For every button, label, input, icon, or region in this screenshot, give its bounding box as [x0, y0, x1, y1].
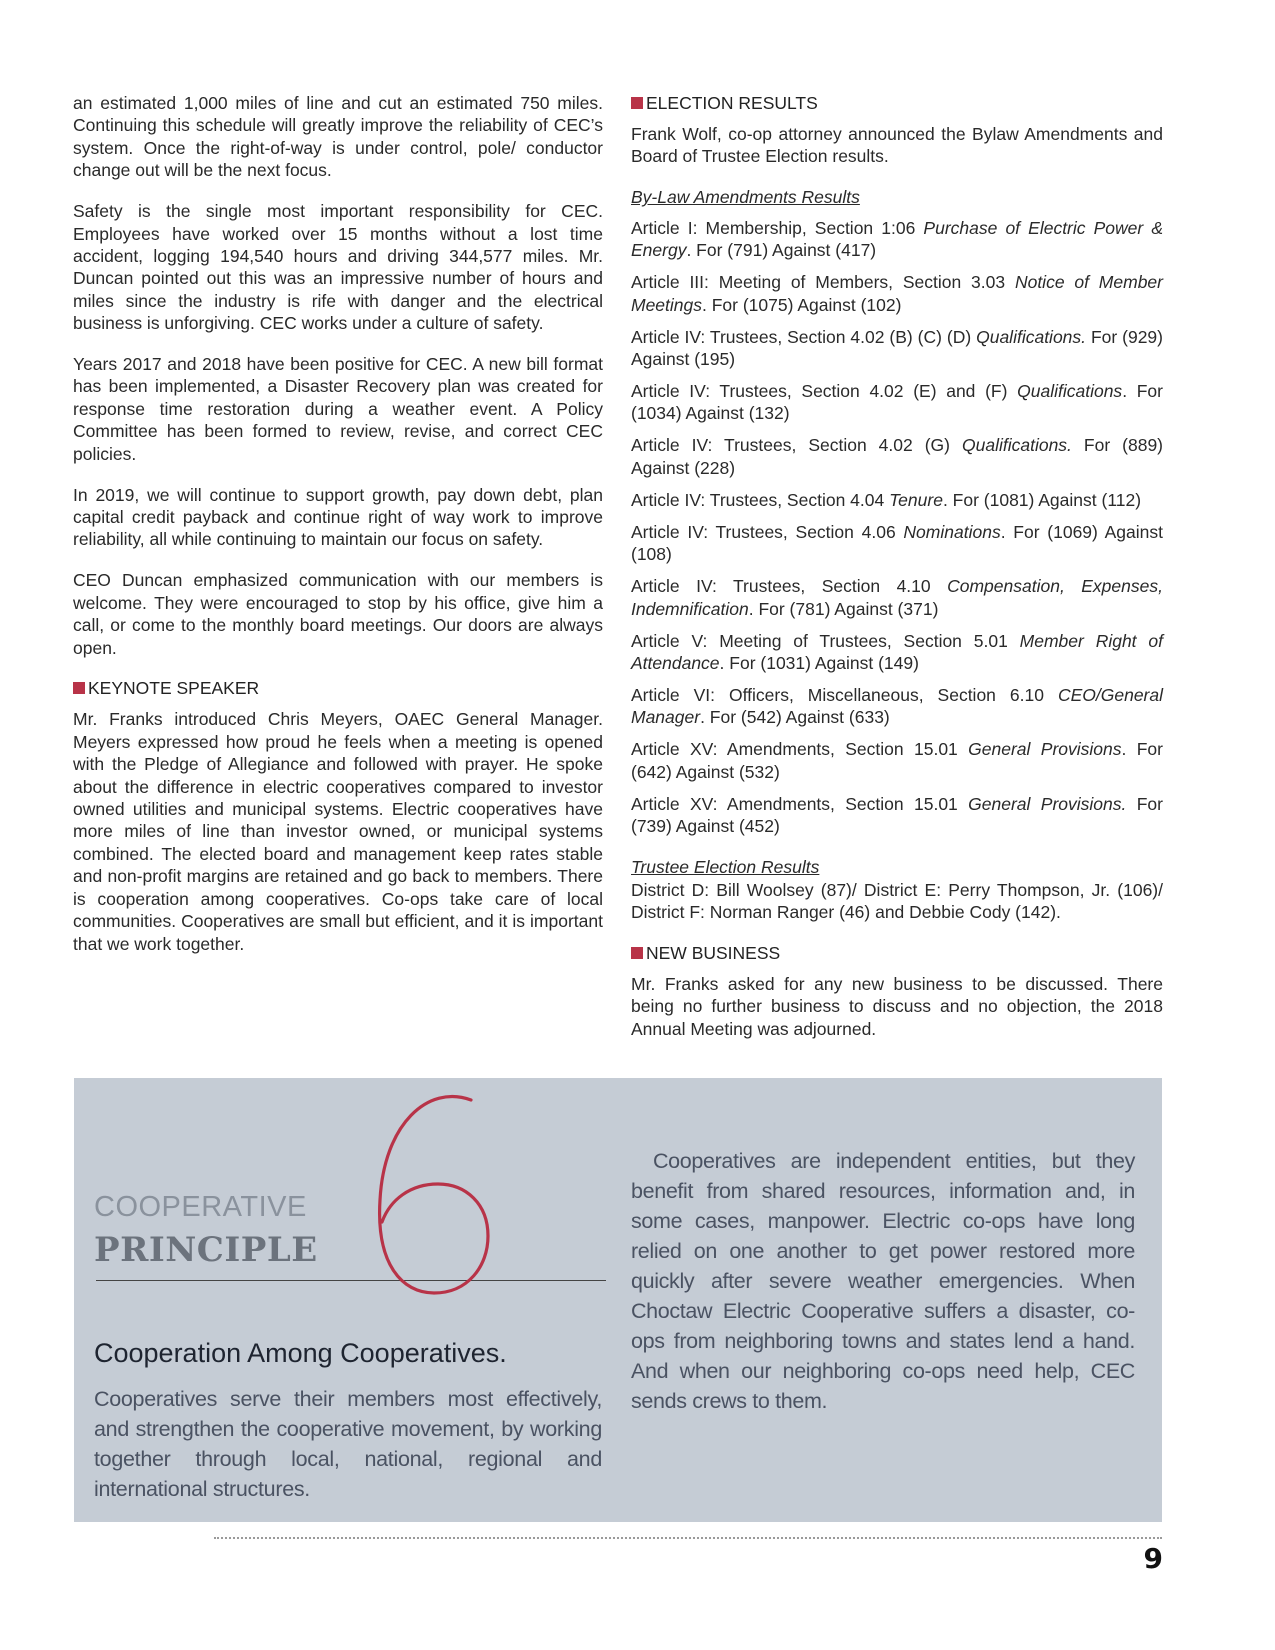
divider-line [96, 1280, 606, 1281]
article-votes: . For (1081) Against (112) [942, 489, 1142, 510]
article-text: Article XV: Amendments, Section 15.01 [631, 739, 969, 760]
bylaw-article-item [631, 575, 1163, 620]
bylaw-article-item [631, 793, 1163, 838]
body-paragraph: Years 2017 and 2018 have been positive for CEC. A new bill format has been implemented, a Disaster Recovery plan was created for response time restoration during a weather event. A Policy Committee has been formed to review, revise, and correct CEC policies. [73, 354, 603, 464]
article-list [631, 217, 1163, 838]
article-topic: CEO/General Manager [631, 684, 1163, 728]
article-topic: Qualifications. [962, 435, 1072, 456]
cooperative-label: COOPERATIVE [94, 1191, 307, 1223]
article-text: Article V: Meeting of Trustees, Section 5.01 [631, 630, 1020, 651]
red-square-bullet-icon [73, 682, 85, 694]
page-number: 9 [1143, 1542, 1163, 1575]
article-topic: Tenure [889, 489, 943, 510]
new-business-text: Mr. Franks asked for any new business to be discussed. There being no further business to discuss and no objection, the 2018 Annual Meeting was adjourned. [631, 973, 1163, 1039]
body-paragraph: In 2019, we will continue to support growth, pay down debt, plan capital credit payback and continue right of way work to improve reliability, all while continuing to maintain our focus on safety. [73, 484, 603, 550]
principle-body-text: Cooperatives are independent entities, but they benefit from shared resources, information and, in some cases, manpower. Electric co-ops have long relied on one another to get power restored more quickly after severe weather emergencies. When Choctaw Electric Cooperative suffers a disaster, co-ops from neighboring towns and states lend a hand. And when our neighboring co-ops need help, CEC sends crews to them. [631, 1149, 1135, 1413]
cooperative-principle-panel [74, 1078, 1162, 1522]
right-column [631, 92, 1163, 1059]
new-business-heading [631, 942, 1163, 964]
article-topic: Qualifications [1017, 380, 1123, 401]
article-topic: Notice of Member Meetings [631, 272, 1163, 315]
body-paragraph: an estimated 1,000 miles of line and cut an estimated 750 miles. Continuing this schedule will greatly improve the reliability of CEC’s system. Once the right-of-way is under control, pole/ conductor change out will be the next focus. [73, 93, 603, 181]
bylaw-article-item [631, 489, 1163, 511]
bylaw-article-item [631, 326, 1163, 371]
article-votes: . For (542) Against (633) [700, 707, 890, 728]
article-votes: . For (1031) Against (149) [719, 652, 919, 673]
article-text: Article IV: Trustees, Section 4.02 (E) and (F) [631, 380, 1018, 401]
trustee-election-heading: Trustee Election Results [631, 857, 820, 878]
principle-number-six [368, 1088, 498, 1300]
article-votes: . For (781) Against (371) [748, 598, 939, 619]
article-text: Article IV: Trustees, Section 4.06 [631, 521, 904, 542]
article-votes: . For (791) Against (417) [686, 240, 877, 261]
heading-text: ELECTION RESULTS [646, 93, 818, 113]
footer-dotted-rule [214, 1537, 1162, 1539]
article-votes: For (739) Against (452) [631, 793, 1163, 837]
bylaw-article-item [631, 217, 1163, 262]
article-text: Article IV: Trustees, Section 4.10 [631, 576, 948, 597]
article-votes: For (929) Against (195) [631, 326, 1163, 369]
article-votes: . For (1075) Against (102) [702, 294, 902, 315]
heading-text: KEYNOTE SPEAKER [88, 678, 260, 699]
article-topic: General Provisions. [968, 793, 1127, 814]
body-paragraph: CEO Duncan emphasized communication with our members is welcome. They were encouraged to stop by his office, give him a call, or come to the monthly board meetings. Our doors are always open. [73, 570, 603, 658]
bylaw-article-item [631, 521, 1163, 566]
article-text: Article IV: Trustees, Section 4.02 (G) [631, 435, 962, 456]
article-topic: Member Right of Attendance [631, 630, 1163, 673]
election-intro: Frank Wolf, co-op attorney announced the Bylaw Amendments and Board of Trustee Election results. [631, 124, 1163, 167]
bylaw-article-item [631, 434, 1163, 479]
article-topic: Nominations [903, 521, 1001, 542]
red-square-bullet-icon [631, 947, 643, 959]
bylaw-article-item [631, 738, 1163, 783]
article-text: Article VI: Officers, Miscellaneous, Section 6.10 [631, 684, 1058, 705]
heading-text: NEW BUSINESS [646, 942, 781, 963]
article-votes: . For (1034) Against (132) [631, 380, 1163, 424]
article-text: Article IV: Trustees, Section 4.02 (B) (C) (D) [631, 326, 977, 347]
article-votes: . For (1069) Against (108) [631, 521, 1163, 565]
election-results-heading [631, 92, 1163, 114]
principle-label: PRINCIPLE [94, 1230, 318, 1270]
article-text: Article IV: Trustees, Section 4.04 [631, 489, 890, 510]
article-text: Article III: Meeting of Members, Section 3.03 [631, 272, 1015, 293]
keynote-speaker-heading [73, 677, 603, 699]
bylaw-article-item [631, 630, 1163, 675]
bylaw-article-item [631, 271, 1163, 316]
article-topic: General Provisions [968, 739, 1122, 760]
trustee-election-text: District D: Bill Woolsey (87)/ District E: Perry Thompson, Jr. (106)/ District F: Norman Ranger (46) and Debbie Cody (142). [631, 879, 1163, 922]
principle-description: Cooperatives serve their members most effectively, and strengthen the cooperative movement, by working together through local, national, regional and international structures. [94, 1387, 602, 1501]
principle-title: Cooperation Among Cooperatives. [94, 1338, 507, 1368]
body-paragraph: Safety is the single most important responsibility for CEC. Employees have worked over 15 months without a lost time accident, logging 194,540 hours and driving 344,577 miles. Mr. Duncan pointed out this was an impressive number of hours and miles since the industry is rife with danger and the electrical business is unforgiving. CEC works under a culture of safety. [73, 201, 603, 334]
article-topic: Purchase of Electric Power & Energy [631, 217, 1163, 261]
article-topic: Qualifications. [976, 326, 1087, 347]
article-votes: For (889) Against (228) [631, 435, 1164, 478]
article-topic: Compensation, Expenses, Indemnification [631, 576, 1163, 619]
red-square-bullet-icon [631, 97, 643, 109]
bylaw-article-item [631, 380, 1163, 425]
bylaw-amendments-heading: By-Law Amendments Results [631, 187, 860, 208]
article-text: Article XV: Amendments, Section 15.01 [631, 793, 969, 814]
keynote-paragraph: Mr. Franks introduced Chris Meyers, OAEC General Manager. Meyers expressed how proud he feels when a meeting is opened with the Pledge of Allegiance and followed with prayer. He spoke about the difference in electric cooperatives compared to investor owned utilities and municipal systems. Electric cooperatives have more miles of line than investor owned, or municipal systems combined. The elected board and management keep rates stable and non-profit margins are retained and go back to members. There is cooperation among cooperatives. Co-ops take care of local communities. Cooperatives are small but efficient, and it is important that we work together. [73, 709, 603, 954]
bylaw-article-item [631, 684, 1163, 729]
article-text: Article I: Membership, Section 1:06 [631, 217, 924, 238]
article-votes: . For (642) Against (532) [631, 739, 1163, 782]
left-column [73, 92, 603, 973]
